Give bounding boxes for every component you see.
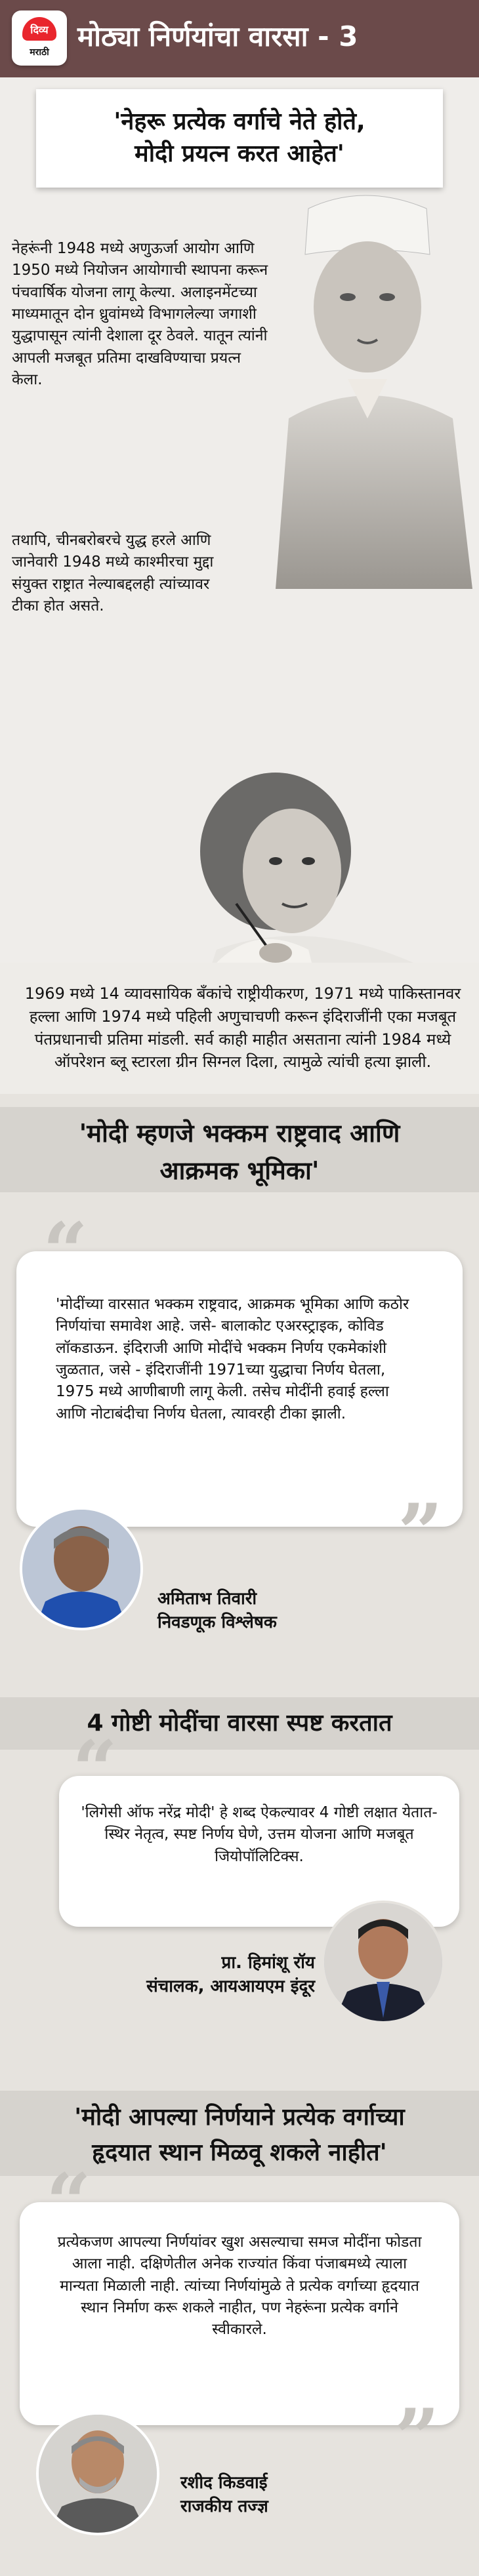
indira-section: [0, 963, 479, 1094]
brand-logo: [12, 10, 67, 66]
nationalism-heading-line1: 'मोदी म्हणजे भक्कम राष्ट्रवाद आणि: [79, 1119, 400, 1148]
roy-credit: [131, 1951, 315, 1999]
close-quote-icon-3: ”: [394, 2392, 440, 2484]
tiwari-credit: [157, 1587, 277, 1635]
roy-name: प्रा. हिमांशू रॉय: [221, 1953, 315, 1973]
quote-card-tiwari: [16, 1205, 463, 1579]
logo-line2: मराठी: [30, 47, 49, 58]
roy-role: संचालक, आयआयएम इंदूर: [146, 1977, 315, 1997]
kidwai-avatar: [36, 2412, 159, 2535]
open-quote-icon: “: [43, 1205, 89, 1298]
section-heading-legacy: 4 गोष्टी मोदींचा वारसा स्पष्ट करतात: [0, 1697, 479, 1750]
hearts-heading-line1: 'मोदी आपल्या निर्णयाने प्रत्येक वर्गाच्या: [74, 2104, 405, 2131]
nehru-indira-section: [0, 77, 479, 963]
nehru-portrait: [249, 182, 479, 589]
headline-line1: 'नेहरू प्रत्येक वर्गाचे नेते होते,: [114, 108, 365, 136]
criticism-section: [0, 2078, 479, 2576]
kidwai-name: रशीद किडवाई: [180, 2473, 268, 2493]
close-quote-icon: ”: [397, 1487, 443, 1579]
roy-quote: 'लिगेसी ऑफ नरेंद्र मोदी' हे शब्द ऐकल्यावर 4 गोष्टी लक्षात येतात- स्थिर नेतृत्व, स्पष्ट निर्णय घेणे, उत्तम योजना आणि मजबूत जियोपॉलिटिक्स.: [81, 1804, 438, 1865]
legacy-section: [0, 1684, 479, 2078]
headline-quote-box: [36, 89, 443, 188]
open-quote-icon-2: “: [72, 1723, 118, 1816]
hearts-heading-line2: हृदयात स्थान मिळवू शकले नाहीत': [92, 2139, 387, 2166]
kidwai-quote: प्रत्येकजण आपल्या निर्णयांवर खुश असल्याचा समज मोदींना फोडता आला नाही. दक्षिणेतील अनेक राज्यांत किंवा पंजाबमध्ये त्याला मान्यता मिळाली नाही. त्यांच्या निर्णयांमुळे ते प्रत्येक वर्गाच्या हृदयात स्थान निर्माण करू शकले नाहीत, पण नेहरूंना प्रत्येक वर्गाने स्वीकारले.: [57, 2234, 422, 2339]
nehru-paragraph: नेहरूंनी 1948 मध्ये अणुऊर्जा आयोग आणि 1950 मध्ये नियोजन आयोगाची स्थापना करून पंचवार्षिक योजना लागू केल्या. अलाइनमेंटच्या माध्यमातून दोन ध्रुवांमध्ये विभागलेल्या जगाशी युद्धापासून त्यांनी देशाला दूर ठेवले. यातून त्यांनी आपली मजबूत प्रतिमा दाखविण्याचा प्रयत्न केला.: [12, 240, 268, 389]
logo-line1: दिव्य: [30, 24, 49, 36]
open-quote-icon-3: “: [46, 2156, 92, 2249]
header-banner: [0, 0, 479, 77]
indira-paragraph: 1969 मध्ये 14 व्यावसायिक बँकांचे राष्ट्रीयीकरण, 1971 मध्ये पाकिस्तानवर हल्ला आणि 1974 मध्ये पहिली अणुचाचणी करून इंदिराजींनी एका मजबूत पंतप्रधानाची प्रतिमा मांडली. सर्व काही माहीत असताना त्यांनी 1984 मध्ये ऑपरेशन ब्लू स्टारला ग्रीन सिग्नल दिला, त्यामुळे त्यांची हत्या झाली.: [24, 984, 461, 1072]
criticism-paragraph: तथापि, चीनबरोबरचे युद्ध हरले आणि जानेवारी 1948 मध्ये काश्मीरचा मुद्दा संयुक्त राष्ट्रात नेल्याबद्दलही त्यांच्यावर टीका होत असते.: [12, 532, 214, 615]
nationalism-heading-line2: आक्रमक भूमिका': [159, 1156, 320, 1185]
tiwari-name: अमिताभ तिवारी: [157, 1589, 257, 1609]
tiwari-role: निवडणूक विश्लेषक: [157, 1613, 277, 1633]
roy-avatar: [322, 1901, 445, 2024]
tiwari-avatar: [20, 1507, 143, 1630]
tiwari-quote: 'मोदींच्या वारसात भक्कम राष्ट्रवाद, आक्रमक भूमिका आणि कठोर निर्णयांचा समावेश आहे. जसे- बालाकोट एअरस्ट्राइक, कोविड लॉकडाऊन. इंदिराजी आणि मोदींचे भक्कम निर्णय एकमेकांशी जुळतात, जसे - इंदिराजींनी 1971च्या युद्धाचा निर्णय घेतला, 1975 मध्ये आणीबाणी लागू केली. तसेच मोदींनी हवाई हल्ला आणि नोटाबंदीचा निर्णय घेतला, त्यावरही टीका झाली.: [56, 1296, 409, 1422]
page-title: मोठ्या निर्णयांचा वारसा - 3: [77, 20, 358, 52]
headline-line2: मोदी प्रयत्न करत आहेत': [135, 140, 344, 167]
kidwai-credit: [180, 2471, 268, 2519]
nationalism-section: [0, 1094, 479, 1684]
section-heading-nationalism: [0, 1107, 479, 1192]
kidwai-role: राजकीय तज्ज्ञ: [180, 2497, 268, 2517]
